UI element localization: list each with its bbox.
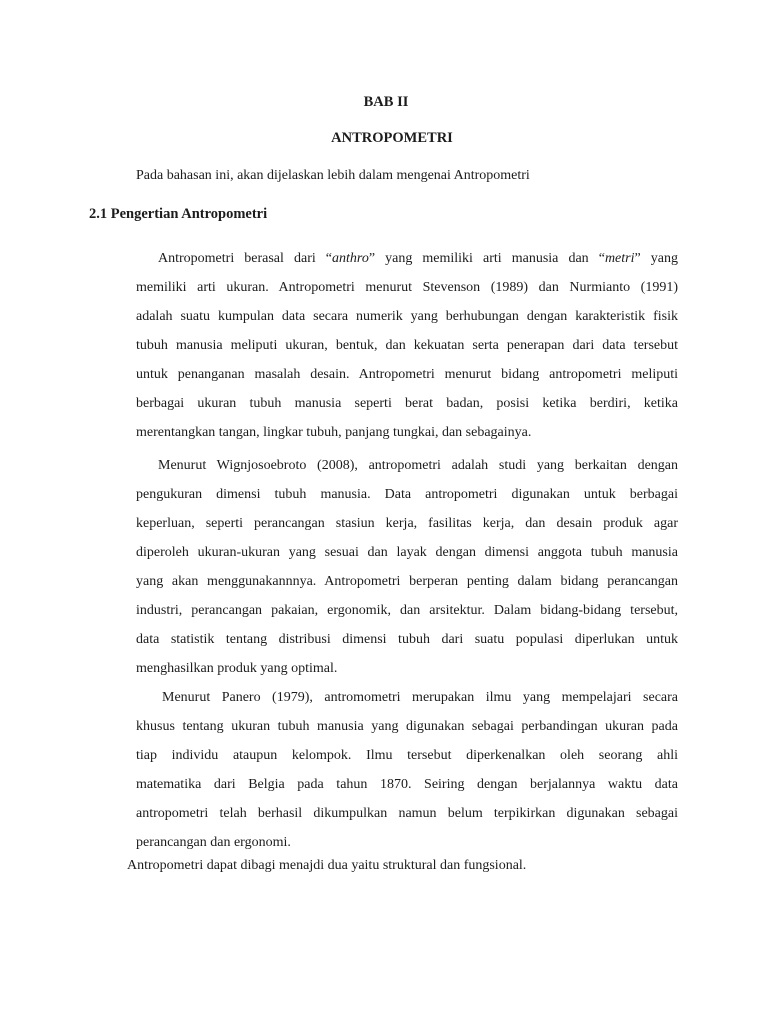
paragraph-line: memiliki arti ukuran. Antropometri menurut Stevenson (1989) dan Nurmianto (1991) [136, 280, 678, 295]
paragraph-line: perancangan dan ergonomi. [136, 835, 291, 850]
paragraph-line: tubuh manusia meliputi ukuran, bentuk, dan kekuatan serta penerapan dari data tersebut [136, 338, 678, 353]
italic-term: anthro [332, 251, 369, 266]
paragraph-line: untuk penanganan masalah desain. Antropometri menurut bidang antropometri meliputi [136, 367, 678, 382]
paragraph-line: diperoleh ukuran-ukuran yang sesuai dan layak dengan dimensi anggota tubuh manusia [136, 545, 678, 560]
text-run: Antropometri berasal dari “ [158, 251, 333, 266]
paragraph-line: pengukuran dimensi tubuh manusia. Data antropometri digunakan untuk berbagai [136, 487, 678, 502]
text-run: ” yang memiliki arti manusia dan “ [368, 251, 605, 266]
paragraph-line: khusus tentang ukuran tubuh manusia yang digunakan sebagai perbandingan ukuran pada [136, 719, 678, 734]
chapter-heading: BAB II [363, 94, 409, 110]
paragraph-definition [136, 244, 678, 447]
paragraph-line: matematika dari Belgia pada tahun 1870. Seiring dengan berjalannya waktu data [136, 777, 678, 792]
paragraph-line: yang akan menggunakannnya. Antropometri berperan penting dalam bidang perancangan [136, 574, 678, 589]
section-heading: 2.1 Pengertian Antropometri [89, 206, 268, 222]
paragraph-line: keperluan, seperti perancangan stasiun kerja, fasilitas kerja, dan desain produk agar [136, 516, 678, 531]
paragraph-line: berbagai ukuran tubuh manusia seperti berat badan, posisi ketika berdiri, ketika [136, 396, 678, 411]
paragraph-line: antropometri telah berhasil dikumpulkan namun belum terpikirkan digunakan sebagai [136, 806, 678, 821]
paragraph-line: industri, perancangan pakaian, ergonomik, dan arsitektur. Dalam bidang-bidang tersebut, [136, 603, 678, 618]
paragraph-line: merentangkan tangan, lingkar tubuh, panjang tungkai, dan sebagainya. [136, 425, 532, 440]
paragraph-line: Menurut Wignjosoebroto (2008), antropometri adalah studi yang berkaitan dengan [158, 458, 678, 473]
closing-text: Antropometri dapat dibagi menajdi dua yaitu struktural dan fungsional. [127, 858, 527, 873]
text-run: ” yang [634, 251, 678, 266]
italic-term: metri [604, 251, 635, 266]
paragraph-line: data statistik tentang distribusi dimensi tubuh dari suatu populasi diperlukan untuk [136, 632, 678, 647]
chapter-title: ANTROPOMETRI [331, 130, 453, 146]
paragraph-wignjosoebroto [136, 451, 678, 683]
paragraph-panero [136, 683, 678, 857]
intro-text: Pada bahasan ini, akan dijelaskan lebih dalam mengenai Antropometri [136, 168, 530, 183]
paragraph-line: Menurut Panero (1979), antromometri merupakan ilmu yang mempelajari secara [162, 690, 678, 705]
paragraph-line: adalah suatu kumpulan data secara numerik yang berhubungan dengan karakteristik fisik [136, 309, 678, 324]
paragraph-line [136, 244, 678, 273]
paragraph-line: tiap individu ataupun kelompok. Ilmu tersebut diperkenalkan oleh seorang ahli [136, 748, 678, 763]
paragraph-line: menghasilkan produk yang optimal. [136, 661, 338, 676]
